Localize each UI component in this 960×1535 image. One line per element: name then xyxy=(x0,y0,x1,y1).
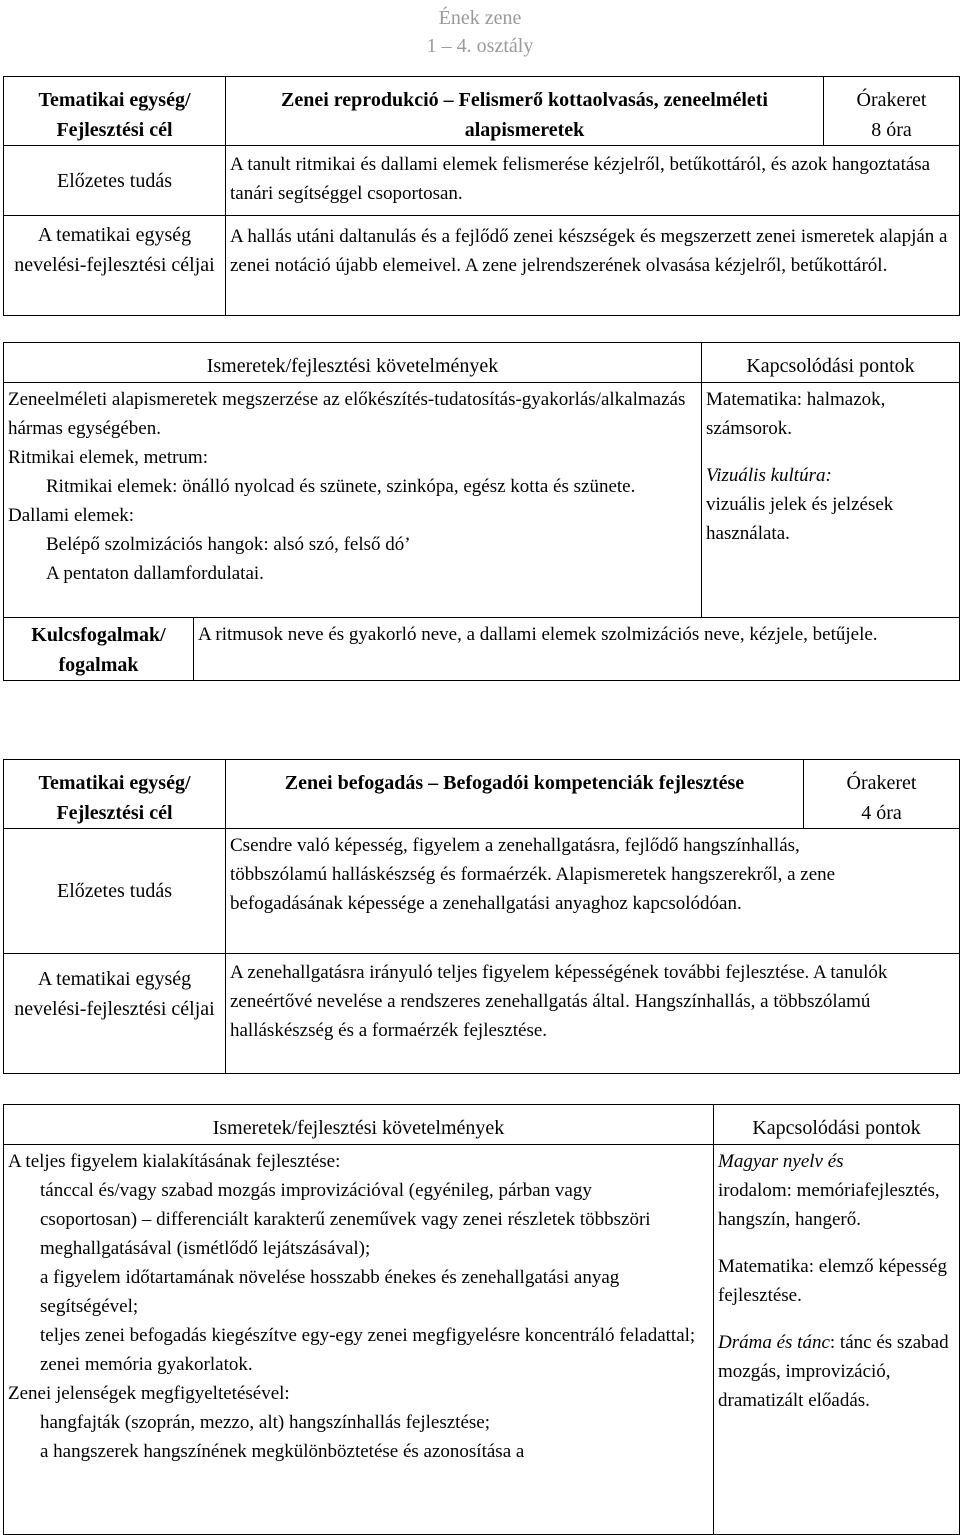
req-item: teljes zenei befogadás kiegészítve egy-egy zenei megfigyelésre koncentráló feladattal; xyxy=(40,1325,696,1346)
unit1-table xyxy=(3,76,960,316)
subject-title: Ének zene xyxy=(438,7,522,29)
unit2-prior: Csendre való képesség, figyelem a zenehallgatásra, fejlődő hangszínhallás, többszólamú halláskészség és formaérzék. Alapismeretek hangszerekről, a zene befogadásának képessége a zenehallgatási anyaghoz kapcsolódóan. xyxy=(226,829,960,954)
reqs2-body xyxy=(4,1145,714,1535)
conn-drama-text: : tánc és szabad mozgás, improvizáció, dramatizált előadás. xyxy=(718,1332,949,1411)
unit2-hours xyxy=(804,760,960,829)
conn-math: Matematika: halmazok, számsorok. xyxy=(706,389,886,439)
unit1-topic-title: Zenei reprodukció – Felismerő kottaolvasás, zeneelméleti alapismeretek xyxy=(226,77,824,146)
reqs2-table xyxy=(3,1104,960,1535)
req-line: Dallami elemek: xyxy=(8,505,135,526)
unit1-prior-label: Előzetes tudás xyxy=(4,146,226,216)
req-line: A pentaton dallamfordulatai. xyxy=(46,563,264,584)
reqs1-key-label: Kulcsfogalmak/ fogalmak xyxy=(4,618,194,681)
grade-range: 1 – 4. osztály xyxy=(426,35,534,57)
reqs1-key-text: A ritmusok neve és gyakorló neve, a dallami elemek szolmizációs neve, kézjele, betűjele. xyxy=(194,618,960,681)
page-header xyxy=(0,4,960,60)
req-item: a figyelem időtartamának növelése hosszabb énekes és zenehallgatási anyag segítségével; xyxy=(40,1267,620,1317)
unit1-goals: A hallás utáni daltanulás és a fejlődő zenei készségek és megszerzett zenei ismeretek alapján a zenei notáció újabb elemeivel. A zene jelrendszerének olvasása kézjelről, betűkottáról. xyxy=(226,216,960,316)
reqs2-connections xyxy=(714,1145,960,1535)
hours-label: Órakeret xyxy=(856,89,927,111)
req-line: Zeneelméleti alapismeretek megszerzése az előkészítés-tudatosítás-gyakorlás/alkalmazás hármas egységében. xyxy=(8,389,686,439)
req-line: Ritmikai elemek, metrum: xyxy=(8,447,208,468)
req-line: Ritmikai elemek: önálló nyolcad és szünete, szinkópa, egész kotta és szünete. xyxy=(46,476,636,497)
reqs1-body xyxy=(4,383,702,618)
req-line: Belépő szolmizációs hangok: alsó szó, felső dó’ xyxy=(46,534,411,555)
unit2-goals-label: A tematikai egység nevelési-fejlesztési céljai xyxy=(4,954,226,1074)
reqs1-table xyxy=(3,342,960,681)
unit2-goals: A zenehallgatásra irányuló teljes figyelem képességének további fejlesztése. A tanulók zeneértővé nevelése a rendszeres zenehallgatás által. Hangszínhallás, a többszólamú halláskészség és a formaérzék fejlesztése. xyxy=(226,954,960,1074)
conn-visual-title: Vizuális kultúra: xyxy=(706,465,832,486)
conn-hungarian-text: irodalom: memóriafejlesztés, hangszín, hangerő. xyxy=(718,1180,940,1230)
req-intro: Zenei jelenségek megfigyeltetésével: xyxy=(8,1383,290,1404)
unit1-goals-label: A tematikai egység nevelési-fejlesztési céljai xyxy=(4,216,226,316)
unit1-hours xyxy=(824,77,960,146)
conn-drama-title: Dráma és tánc xyxy=(718,1332,830,1353)
hours-label: Órakeret xyxy=(846,772,917,794)
unit2-topic-label: Tematikai egység/ Fejlesztési cél xyxy=(4,760,226,829)
reqs1-head-left: Ismeretek/fejlesztési követelmények xyxy=(4,343,702,383)
req-item: hangfajták (szoprán, mezzo, alt) hangszínhallás fejlesztése; xyxy=(40,1412,490,1433)
req-item: tánccal és/vagy szabad mozgás improvizációval (egyénileg, párban vagy csoportosan) – differenciált karakterű zeneművek vagy zenei részletek többszöri meghallgatásával (ismétlődő lejátszásával); xyxy=(40,1180,651,1259)
req-item: zenei memória gyakorlatok. xyxy=(40,1354,253,1375)
reqs2-head-left: Ismeretek/fejlesztési követelmények xyxy=(4,1105,714,1145)
conn-drama xyxy=(718,1328,955,1415)
unit1-topic-label: Tematikai egység/ Fejlesztési cél xyxy=(4,77,226,146)
req-intro: A teljes figyelem kialakításának fejlesztése: xyxy=(8,1151,341,1172)
reqs1-connections xyxy=(702,383,960,618)
reqs1-head-right: Kapcsolódási pontok xyxy=(702,343,960,383)
unit2-topic-title: Zenei befogadás – Befogadói kompetenciák fejlesztése xyxy=(226,760,804,829)
conn-math: Matematika: elemző képesség fejlesztése. xyxy=(718,1256,947,1306)
hours-value: 4 óra xyxy=(861,802,902,824)
unit2-prior-label: Előzetes tudás xyxy=(4,829,226,954)
conn-visual-text: vizuális jelek és jelzések használata. xyxy=(706,494,894,544)
conn-hungarian-title: Magyar nyelv és xyxy=(718,1151,844,1172)
reqs2-head-right: Kapcsolódási pontok xyxy=(714,1105,960,1145)
hours-value: 8 óra xyxy=(871,119,912,141)
req-item: a hangszerek hangszínének megkülönböztetése és azonosítása a xyxy=(40,1441,525,1462)
unit2-table xyxy=(3,759,960,1074)
unit1-prior: A tanult ritmikai és dallami elemek felismerése kézjelről, betűkottáról, és azok hangoztatása tanári segítséggel csoportosan. xyxy=(226,146,960,216)
